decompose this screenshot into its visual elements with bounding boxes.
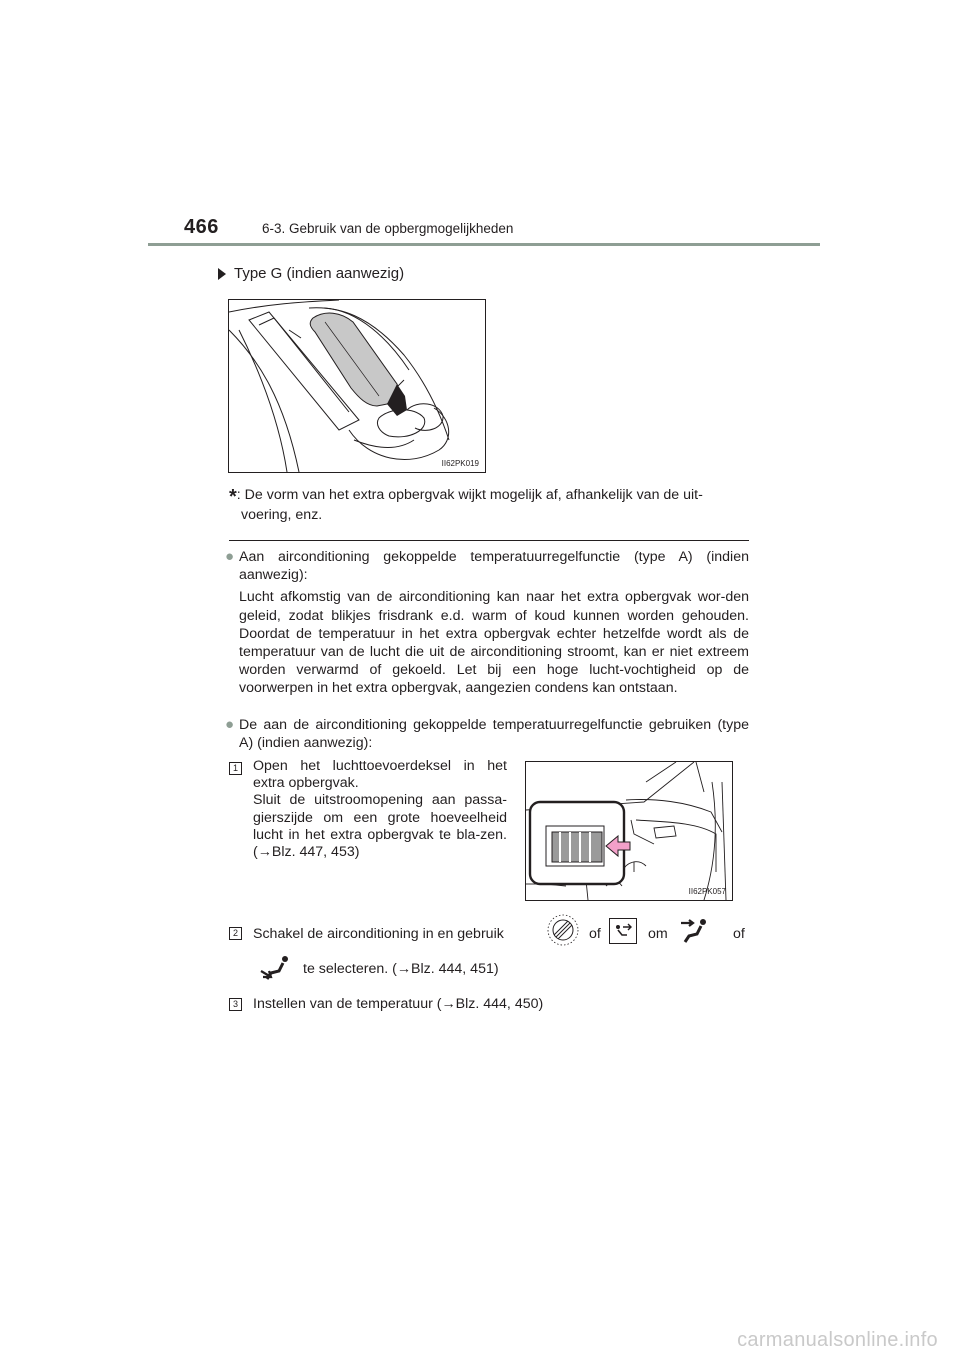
step-1-line2: Sluit de uitstroomopening aan passa-gierszijde om een grote hoeveelheid lucht in het extra opbergvak te bla-zen. (→Blz. 447, 453) bbox=[253, 792, 507, 861]
step-number-1: 1 bbox=[229, 762, 242, 775]
console-storage-illustration bbox=[229, 300, 485, 472]
bullet-body: Lucht afkomstig van de airconditioning kan naar het extra opbergvak wor-den geleid, zodat blikjes frisdrank e.d. warm of koud kunnen worden gehouden. Doordat de temperatuur in het extra opbergvak echter hetzelfde wordt als de temperatuur van de lucht die uit de airconditioning stroomt, kan er niet extreem worden verwarmd of gekoeld. Let bij een hoge lucht-vochtigheid op de voorwerpen in het extra opbergvak, aangezien condens kan ontstaan. bbox=[239, 589, 749, 697]
figure-code: II62PK019 bbox=[441, 459, 479, 468]
airflow-face-feet-icon bbox=[677, 918, 711, 944]
type-heading-text: Type G (indien aanwezig) bbox=[234, 265, 405, 282]
step-1-line1: Open het luchttoevoerdeksel in het extra opbergvak. bbox=[253, 758, 507, 792]
step-2-part1: Schakel de airconditioning in en gebruik bbox=[253, 926, 504, 942]
footnote-divider bbox=[229, 540, 749, 541]
bullet-title: De aan de airconditioning gekoppelde temperatuurregelfunctie gebruiken (type A) (indien aanwezig): bbox=[239, 717, 749, 752]
figure-code: II62PK057 bbox=[688, 887, 726, 896]
figure-air-vent bbox=[525, 761, 733, 901]
step-number-2: 2 bbox=[229, 927, 242, 940]
header-divider bbox=[148, 243, 820, 246]
step-2-part2: te selecteren. (→Blz. 444, 451) bbox=[303, 961, 499, 977]
footnote-star: * bbox=[229, 486, 237, 508]
bullet-title: Aan airconditioning gekoppelde temperatuurregelfunctie (type A) (indien aanwezig): bbox=[239, 549, 749, 584]
step-number-3: 3 bbox=[229, 998, 242, 1011]
footnote-text-cont: voering, enz. bbox=[241, 507, 323, 524]
page-number: 466 bbox=[184, 216, 219, 238]
figure-console-storage bbox=[228, 299, 486, 473]
air-vent-illustration bbox=[526, 762, 732, 900]
footnote-text: : De vorm van het extra opbergvak wijkt mogelijk af, afhankelijk van de uit- bbox=[236, 487, 703, 503]
airflow-feet-icon bbox=[259, 955, 293, 981]
dial-icon bbox=[547, 914, 579, 946]
watermark: carmanualsonline.info bbox=[737, 1329, 938, 1351]
bullet-item-2 bbox=[225, 716, 749, 752]
bullet-dot-icon: ● bbox=[225, 716, 235, 733]
step-2-of-1: of bbox=[589, 926, 601, 942]
triangle-bullet-icon bbox=[218, 268, 226, 280]
footnote bbox=[229, 486, 749, 524]
step-2-om: om bbox=[648, 926, 668, 942]
bullet-item-1 bbox=[225, 548, 749, 698]
section-title: 6-3. Gebruik van de opbergmogelijkheden bbox=[262, 221, 514, 236]
step-1-text bbox=[253, 758, 507, 861]
bullet-dot-icon: ● bbox=[225, 548, 235, 565]
type-heading bbox=[218, 265, 404, 282]
step-3-text: Instellen van de temperatuur (→Blz. 444, 450) bbox=[253, 996, 544, 1012]
step-2-of-2: of bbox=[733, 926, 745, 942]
airflow-face-icon bbox=[609, 918, 637, 944]
